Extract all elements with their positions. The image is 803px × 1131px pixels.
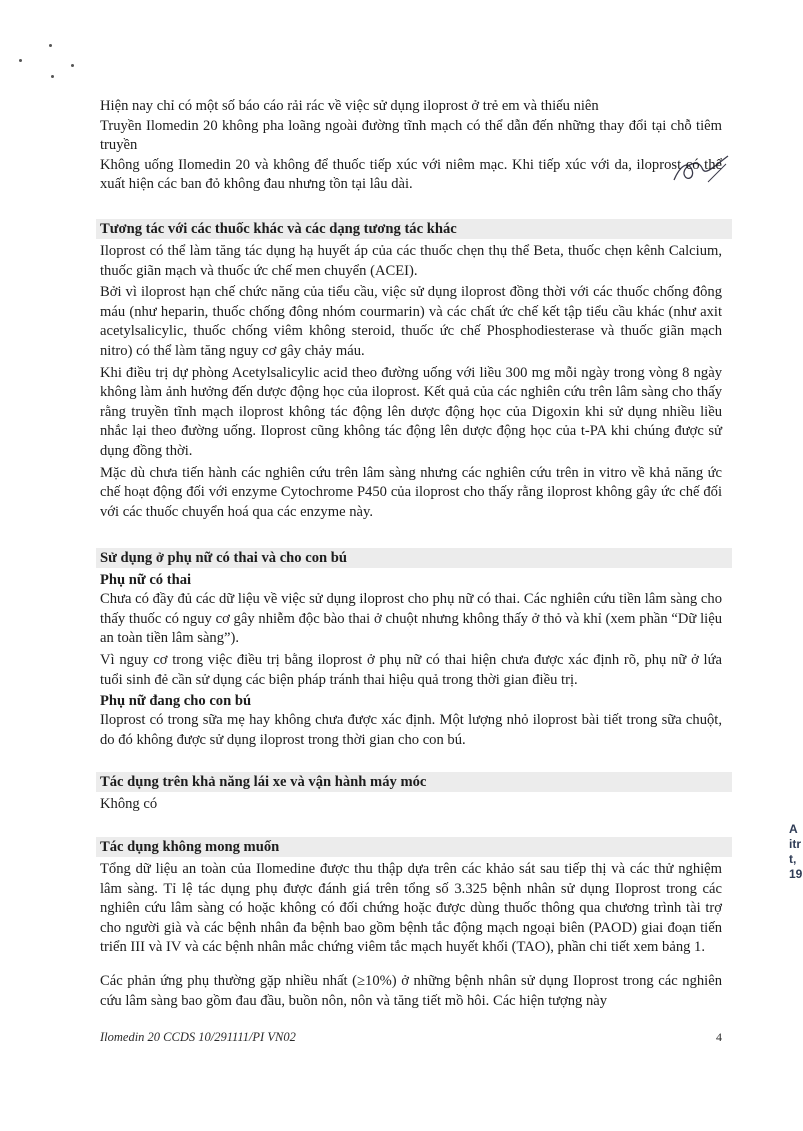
document-body	[100, 97, 722, 1011]
intro-paragraph: Hiện nay chỉ có một số báo cáo rải rác về việc sử dụng iloprost ở trẻ em và thiếu niên	[100, 98, 599, 114]
margin-fragment: A	[789, 822, 798, 836]
margin-fragment: 19	[789, 867, 803, 881]
body-paragraph: Các phản ứng phụ thường gặp nhiều nhất (≥10%) ở những bệnh nhân sử dụng Iloprost trong các nghiên cứu lâm sàng bao gồm đau đầu, buồn nôn, nôn và tăng tiết mồ hôi. Các hiện tượng này	[100, 973, 722, 1009]
scan-speck	[71, 64, 74, 67]
page-number: 4	[716, 1030, 722, 1044]
subsection-heading: Phụ nữ có thai	[100, 572, 192, 589]
driving-section	[100, 772, 722, 815]
body-paragraph: Mặc dù chưa tiến hành các nghiên cứu trên lâm sàng nhưng các nghiên cứu trên in vitro về khả năng ức chế hoạt động đối với enzyme Cytochrome P450 của iloprost cho thấy rằng iloprost không gây ức chế đối với các thuốc chuyển hoá qua các enzyme này.	[100, 464, 722, 520]
scan-speck	[19, 59, 22, 62]
intro-paragraph: Không uống Ilomedin 20 và không để thuốc tiếp xúc với niêm mạc. Khi tiếp xúc với da, iloprost có thể xuất hiện các ban đỏ không đau nhưng tồn tại lâu dài.	[100, 156, 722, 193]
adverse-effects-section	[100, 837, 722, 1011]
body-paragraph: Iloprost có trong sữa mẹ hay không chưa được xác định. Một lượng nhỏ iloprost bài tiết trong sữa chuột, do đó không được sử dụng iloprost trong thời gian cho con bú.	[100, 712, 722, 748]
section-heading: Tác dụng trên khả năng lái xe và vận hành máy móc	[96, 772, 732, 792]
body-paragraph: Bởi vì iloprost hạn chế chức năng của tiểu cầu, việc sử dụng iloprost đồng thời với các thuốc chống đông máu (như heparin, thuốc chống đông nhóm courmarin) và các chất ức chế kết tập tiểu cầu khác (như axit acetylsalicylic, thuốc chống viêm không steroid, thuốc ức chế Phosphodiesterase và thuốc giãn mạch nitro) có thể làm tăng nguy cơ gây chảy máu.	[100, 284, 722, 359]
body-paragraph: Không có	[100, 796, 158, 813]
body-paragraph: Chưa có đầy đủ các dữ liệu về việc sử dụng iloprost cho phụ nữ có thai. Các nghiên cứu tiền lâm sàng cho thấy thuốc có nguy cơ gây nhiễm độc bào thai ở chuột nhưng không thấy ở thỏ và khỉ (xem phần “Dữ liệu an toàn tiền lâm sàng”).	[100, 591, 722, 647]
body-paragraph: Vì nguy cơ trong việc điều trị bằng iloprost ở phụ nữ có thai hiện chưa được xác định rõ, phụ nữ ở lứa tuổi sinh đẻ cần sử dụng các biện pháp tránh thai hiệu quả trong thời gian điều trị.	[100, 652, 722, 688]
section-heading: Sử dụng ở phụ nữ có thai và cho con bú	[96, 548, 732, 568]
page-footer	[100, 1030, 722, 1045]
scan-speck	[49, 44, 52, 47]
body-paragraph: Tổng dữ liệu an toàn của Ilomedine được thu thập dựa trên các khảo sát sau tiếp thị và các thử nghiệm lâm sàng. Tỉ lệ tác dụng phụ được đánh giá trên tổng số 3.325 bệnh nhân sử dụng Iloprost trong các nghiên cứu lâm sàng có hoặc không có đối chứng hoặc được dùng thuốc thông qua chương trình tài trợ cho người già và các bệnh nhân đa bệnh bao gồm bệnh tắc động mạch ngoại biên (PAOD) giai đoạn tiến triển III và IV và các bệnh nhân mắc chứng viêm tắc mạch huyết khối (TAO), phần chi tiết xem bảng 1.	[100, 861, 722, 956]
margin-fragment: t,	[789, 852, 797, 866]
document-id: Ilomedin 20 CCDS 10/291111/PI VN02	[100, 1030, 296, 1044]
body-paragraph: Khi điều trị dự phòng Acetylsalicylic acid theo đường uống với liều 300 mg mỗi ngày trong vòng 8 ngày không làm ảnh hưởng đến dược động học của iloprost. Kết quả của các nghiên cứu trên lâm sàng cho thấy rằng truyền tĩnh mạch iloprost không tác động lên dược động học của Digoxin khi sử dụng nhiều liều nhắc lại theo đường uống. Iloprost cũng không tác động lên dược động học của t-PA khi chúng được sử dụng đồng thời.	[100, 364, 722, 459]
scan-speck	[51, 75, 54, 78]
intro-paragraph: Truyền Ilomedin 20 không pha loãng ngoài đường tĩnh mạch có thể dẫn đến những thay đổi tại chỗ tiêm truyền	[100, 117, 722, 154]
pregnancy-section	[100, 548, 722, 750]
section-heading: Tương tác với các thuốc khác và các dạng tương tác khác	[96, 219, 732, 239]
section-heading: Tác dụng không mong muốn	[96, 837, 732, 857]
margin-fragment: itr	[789, 837, 801, 851]
margin-text-fragment	[789, 822, 803, 882]
interactions-section	[100, 219, 722, 522]
body-paragraph: Iloprost có thể làm tăng tác dụng hạ huyết áp của các thuốc chẹn thụ thể Beta, thuốc chẹn kênh Calcium, thuốc giãn mạch và thuốc ức chế men chuyển (ACEI).	[100, 242, 722, 279]
subsection-heading: Phụ nữ đang cho con bú	[100, 693, 252, 710]
